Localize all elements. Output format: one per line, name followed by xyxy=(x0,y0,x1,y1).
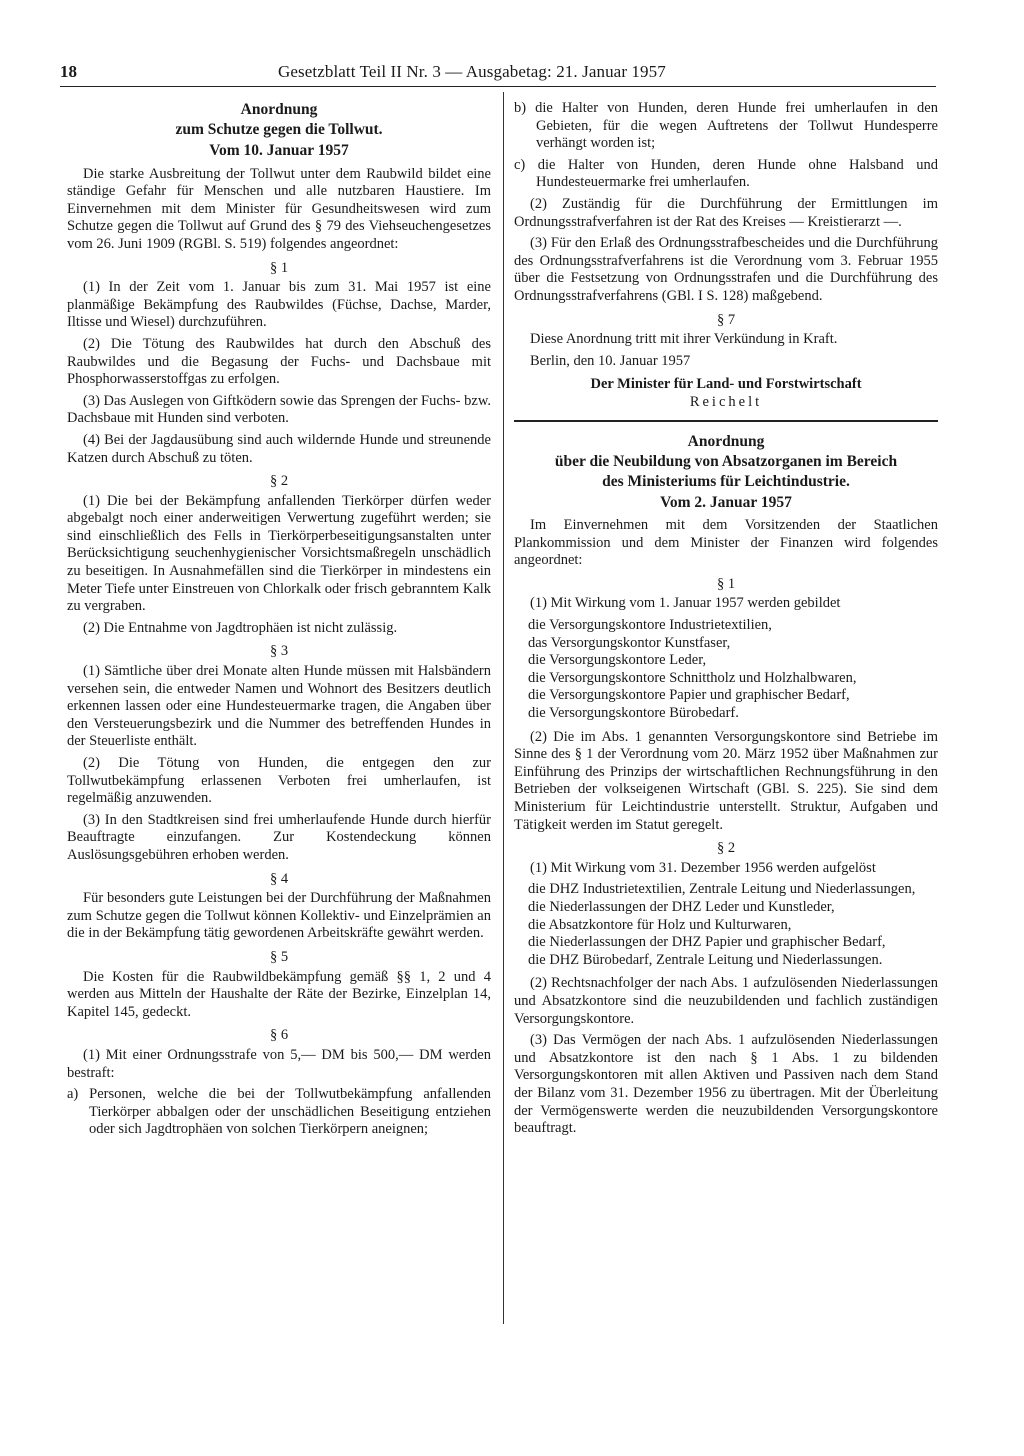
column-divider xyxy=(503,92,504,1324)
doc1-s6-paragraph-2: (2) Zuständig für die Durchführung der Ermittlungen im Ordnungsstrafverfahren ist der Rat des Kreises — Kreistierarzt —. xyxy=(514,195,938,230)
doc2-date: Vom 2. Januar 1957 xyxy=(660,493,792,511)
right-column xyxy=(514,100,938,1142)
doc1-section-5-heading: § 5 xyxy=(269,948,289,965)
document-divider xyxy=(514,420,938,422)
doc2-s2-paragraph-3: (3) Das Vermögen der nach Abs. 1 aufzulösenden Niederlassungen und Absatzkontore ist den nach § 1 Abs. 1 zu bildenden Versorgungskontoren mit allen Aktiven und Passiven nach dem Stand der Bilanz vom 31. Dezember 1956 zu übertragen. Mit der Überleitung der Vermögenswerte werden die neuzubildenden Versorgungskontore beauftragt. xyxy=(514,1032,938,1137)
doc1-section-7-heading: § 7 xyxy=(716,311,736,328)
page-header xyxy=(60,62,936,87)
left-column xyxy=(67,100,491,1143)
doc1-section-3-heading: § 3 xyxy=(269,643,289,660)
doc1-s6-item-c: c) die Halter von Hunden, deren Hunde ohne Halsband und Hundesteuermarke frei umherlaufen. xyxy=(514,156,938,191)
page-number: 18 xyxy=(60,62,77,81)
doc2-s2-paragraph-1: (1) Mit Wirkung vom 31. Dezember 1956 werden aufgelöst xyxy=(530,859,876,876)
doc1-section-4-heading: § 4 xyxy=(269,870,289,887)
doc2-title-line3: des Ministeriums für Leichtindustrie. xyxy=(602,472,850,490)
doc1-s4-paragraph-1: Für besonders gute Leistungen bei der Durchführung der Maßnahmen zum Schutze gegen die Tollwut können Kollektiv- und Einzelprämien an die in der Bekämpfung tätig gewordenen Arbeitskräfte gewährt werden. xyxy=(67,890,491,942)
doc1-title-line1: Anordnung xyxy=(240,101,318,118)
doc1-section-6-heading: § 6 xyxy=(269,1027,289,1044)
doc2-s1-paragraph-1: (1) Mit Wirkung vom 1. Januar 1957 werden gebildet xyxy=(530,595,841,612)
doc1-s3-paragraph-1: (1) Sämtliche über drei Monate alten Hunde müssen mit Halsbändern versehen sein, die entweder Namen und Wohnort des Besitzers deutlich erkennen lassen oder eine Hundesteuermarke tragen, die Angaben über den Versteuerungsbezirk und die Nummer des betreffenden Hundes in der Steuerliste enthält. xyxy=(67,663,491,750)
doc1-preamble: Die starke Ausbreitung der Tollwut unter dem Raubwild bildet eine ständige Gefahr für Menschen und alle nutzbaren Haustiere. Im Einvernehmen mit dem Minister für Gesundheitswesen wird zum Schutze gegen die Tollwut auf Grund des § 79 des Viehseuchengesetzes vom 26. Juni 1909 (RGBl. S. 519) folgendes angeordnet: xyxy=(67,165,491,252)
doc2-s1-list-item: die Versorgungskontore Papier und graphischer Bedarf, xyxy=(528,687,850,704)
doc1-place-date: Berlin, den 10. Januar 1957 xyxy=(530,352,691,369)
doc2-s2-paragraph-2: (2) Rechtsnachfolger der nach Abs. 1 aufzulösenden Niederlassungen und Absatzkontore sind die neuzubildenden und fachlich zuständigen Versorgungskontore. xyxy=(514,975,938,1027)
doc1-s6-paragraph-1: (1) Mit einer Ordnungsstrafe von 5,— DM bis 500,— DM werden bestraft: xyxy=(67,1046,491,1081)
doc1-minister: Der Minister für Land- und Forstwirtschaft xyxy=(590,376,862,393)
doc1-title-line2: zum Schutze gegen die Tollwut. xyxy=(175,121,383,138)
doc2-s2-list-item: die Niederlassungen der DHZ Leder und Kunstleder, xyxy=(528,898,835,915)
doc2-s2-list-item: die Absatzkontore für Holz und Kulturwaren, xyxy=(528,916,792,933)
doc1-s7-paragraph-1: Diese Anordnung tritt mit ihrer Verkündung in Kraft. xyxy=(530,331,838,348)
doc2-section-1-heading: § 1 xyxy=(716,575,736,592)
doc2-s2-list-item: die DHZ Industrietextilien, Zentrale Leitung und Niederlassungen, xyxy=(528,881,916,898)
doc2-preamble: Im Einvernehmen mit dem Vorsitzenden der Staatlichen Plankommission und dem Minister der Finanzen wird folgendes angeordnet: xyxy=(514,517,938,569)
doc1-s1-paragraph-1: (1) In der Zeit vom 1. Januar bis zum 31. Mai 1957 ist eine planmäßige Bekämpfung des Raubwildes (Füchse, Dachse, Marder, Iltisse und Wiesel) durchzuführen. xyxy=(67,279,491,331)
doc1-section-2-heading: § 2 xyxy=(269,473,289,490)
doc1-section-1-heading: § 1 xyxy=(269,259,289,276)
doc2-s1-list-item: die Versorgungskontore Leder, xyxy=(528,652,707,669)
doc2-section-2-heading: § 2 xyxy=(716,840,736,857)
doc1-s2-paragraph-2: (2) Die Entnahme von Jagdtrophäen ist nicht zulässig. xyxy=(83,619,398,636)
doc1-s6-paragraph-3: (3) Für den Erlaß des Ordnungsstrafbescheides und die Durchführung des Ordnungsstrafverfahrens ist die Verordnung vom 3. Februar 1955 über die Festsetzung von Ordnungsstrafen und die Durchführung des Ordnungsstrafverfahrens (GBl. I S. 128) maßgebend. xyxy=(514,235,938,304)
doc1-s3-paragraph-2: (2) Die Tötung von Hunden, die entgegen den zur Tollwutbekämpfung erlassenen Verboten frei umherlaufen, ist regelmäßig anzuwenden. xyxy=(67,755,491,807)
doc1-date: Vom 10. Januar 1957 xyxy=(209,142,349,159)
doc2-title-line2: über die Neubildung von Absatzorganen im Bereich xyxy=(554,452,898,470)
doc1-s1-paragraph-3: (3) Das Auslegen von Giftködern sowie das Sprengen der Fuchs- bzw. Dachsbaue mit Hunden sind verboten. xyxy=(67,392,491,427)
doc2-s1-list-item: das Versorgungskontor Kunstfaser, xyxy=(528,634,731,651)
doc2-s1-list-item: die Versorgungskontore Bürobedarf. xyxy=(528,705,739,722)
doc2-s2-list-item: die Niederlassungen der DHZ Papier und graphischer Bedarf, xyxy=(528,934,886,951)
doc1-s6-item-b: b) die Halter von Hunden, deren Hunde frei umherlaufen in den Gebieten, für die wegen Auftretens der Tollwut Hundesperre verhängt worden ist; xyxy=(514,100,938,152)
doc1-s2-paragraph-1: (1) Die bei der Bekämpfung anfallenden Tierkörper dürfen weder abgebalgt noch einer anderweitigen Verwertung zugeführt werden; sie sind einschließlich des Fells in Tierkörperbeseitigungsanstalten unter Berücksichtigung seuchenhygienischer Vorsichtsmaßregeln unschädlich zu beseitigen. In Ausnahmefällen sind die Tierkörper in mindestens ein Meter Tiefe unter Einstreuen von Chlorkalk oder frisch gebranntem Kalk zu vergraben. xyxy=(67,492,492,615)
doc2-title-line1: Anordnung xyxy=(687,432,765,450)
doc1-s3-paragraph-3: (3) In den Stadtkreisen sind frei umherlaufende Hunde durch hierfür Beauftragte einzufangen. Zur Kostendeckung können Auslösungsgebühren erhoben werden. xyxy=(67,811,491,863)
doc1-signer: Reichelt xyxy=(689,393,763,410)
doc1-s5-paragraph-1: Die Kosten für die Raubwildbekämpfung gemäß §§ 1, 2 und 4 werden aus Mitteln der Haushalte der Räte der Bezirke, Einzelplan 14, Kapitel 145, gedeckt. xyxy=(67,968,491,1020)
header-title: Gesetzblatt Teil II Nr. 3 — Ausgabetag: 21. Januar 1957 xyxy=(278,62,666,81)
doc2-s2-list-item: die DHZ Bürobedarf, Zentrale Leitung und Niederlassungen. xyxy=(528,951,883,968)
doc2-s1-list-item: die Versorgungskontore Schnittholz und Holzhalbwaren, xyxy=(528,669,857,686)
doc2-s1-list-item: die Versorgungskontore Industrietextilien, xyxy=(528,617,772,634)
doc1-s1-paragraph-4: (4) Bei der Jagdausübung sind auch wildernde Hunde und streunende Katzen durch Abschuß zu töten. xyxy=(67,431,491,466)
doc2-s1-paragraph-2: (2) Die im Abs. 1 genannten Versorgungskontore sind Betriebe im Sinne des § 1 der Verordnung vom 20. März 1952 über Maßnahmen zur Einführung des Prinzips der wirtschaftlichen Rechnungsführung in den Betrieben der volkseigenen Wirtschaft (GBl. S. 225). Sie sind dem Ministerium für Leichtindustrie unterstellt. Struktur, Aufgaben und Tätigkeit werden im Statut geregelt. xyxy=(514,728,938,833)
doc1-s1-paragraph-2: (2) Die Tötung des Raubwildes hat durch den Abschuß des Raubwildes und die Begasung der Fuchs- und Dachsbaue mit Phosphorwasserstoffgas zu erfolgen. xyxy=(67,335,491,388)
doc1-s6-item-a: a) Personen, welche die bei der Tollwutbekämpfung anfallenden Tierkörper abbalgen oder der unschädlichen Beseitigung entziehen oder sich Jagdtrophäen von solchen Tierkörpern aneignen; xyxy=(67,1086,491,1138)
